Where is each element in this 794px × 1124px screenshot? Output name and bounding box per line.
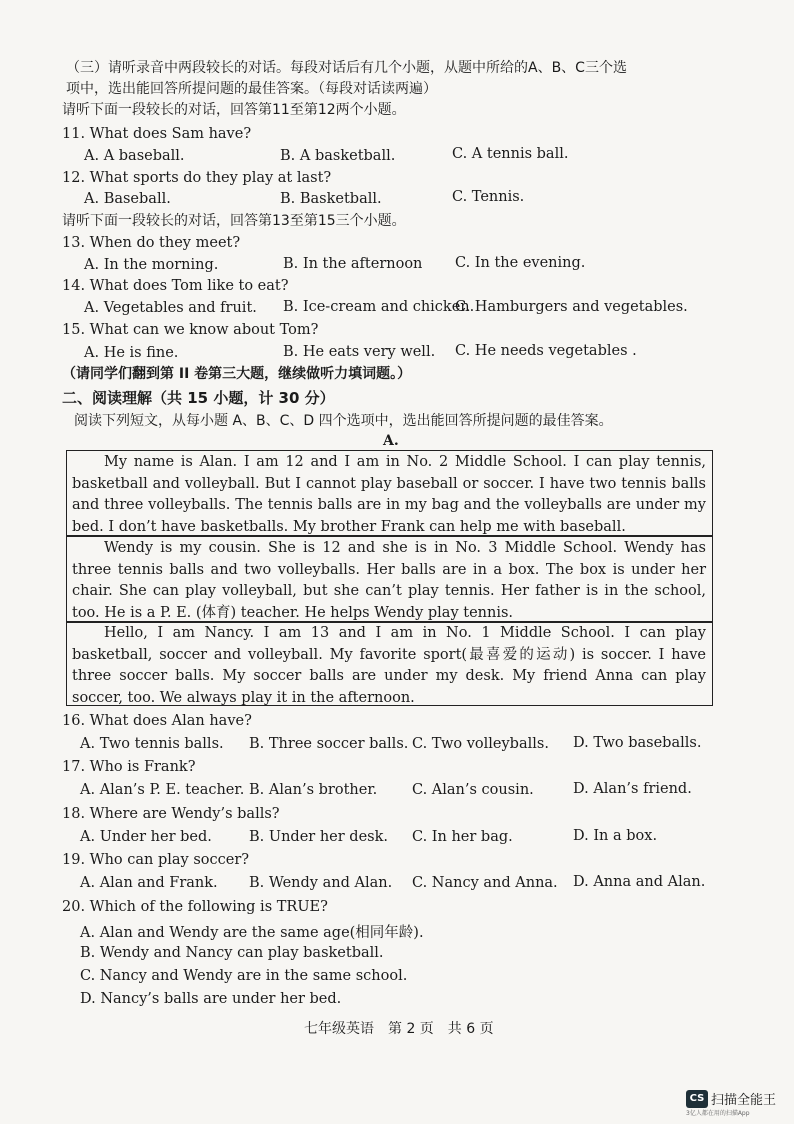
question-11: 11. What does Sam have? <box>62 126 252 142</box>
option-19d: D. Anna and Alan. <box>573 874 706 890</box>
option-13c: C. In the evening. <box>455 255 586 271</box>
question-19: 19. Who can play soccer? <box>62 852 250 868</box>
option-16b: B. Three soccer balls. <box>249 736 409 752</box>
option-15a: A. He is fine. <box>84 345 179 361</box>
passage-paragraph-wendy: Wendy is my cousin. She is 12 and she is in No. 3 Middle School. Wendy has three tennis balls and two volleyballs. Her balls are in a box. The box is under her chair. She can play volleyball, but she can’t play tennis. Her father is in the school, too. He is a P. E. (体育) teacher. He helps Wendy play tennis. <box>72 540 706 621</box>
question-15: 15. What can we know about Tom? <box>62 322 319 338</box>
page-footer: 七年级英语 第 2 页 共 6 页 <box>304 1021 494 1037</box>
option-12c: C. Tennis. <box>452 189 525 205</box>
question-17: 17. Who is Frank? <box>62 759 196 775</box>
turn-page-note: （请同学们翻到第 II 卷第三大题，继续做听力填词题。） <box>62 366 412 382</box>
option-14c: C. Hamburgers and vegetables. <box>455 299 688 315</box>
scanner-tagline: 3亿人都在用的扫描App <box>686 1110 750 1117</box>
option-16a: A. Two tennis balls. <box>80 736 224 752</box>
passage-paragraph-nancy: Hello, I am Nancy. I am 13 and I am in No. 1 Middle School. I can play basketball, soccer and volleyball. My favorite sport(最喜爱的运动) is soccer. I have three soccer balls. My soccer balls are under my desk. My friend Anna can play soccer, too. We always play it in the afternoon. <box>72 625 706 706</box>
option-19c: C. Nancy and Anna. <box>412 875 558 891</box>
scanner-logo <box>686 1088 776 1108</box>
question-16: 16. What does Alan have? <box>62 713 252 729</box>
scanner-badge-icon: CS <box>686 1090 708 1108</box>
passage-paragraph-alan: My name is Alan. I am 12 and I am in No. 2 Middle School. I can play tennis, basketball and volleyball. But I cannot play baseball or soccer. I have two tennis balls and three volleyballs. The tennis balls are in my bag and the volleyballs are under my bed. I don’t have basketballs. My brother Frank can help me with baseball. <box>72 454 706 535</box>
option-18a: A. Under her bed. <box>80 829 212 845</box>
question-12: 12. What sports do they play at last? <box>62 170 332 186</box>
option-17b: B. Alan’s brother. <box>249 782 378 798</box>
option-12b: B. Basketball. <box>280 191 382 207</box>
section-instruction-line1: （三）请听录音中两段较长的对话。每段对话后有几个小题，从题中所给的A、B、C三个选 <box>66 60 627 76</box>
option-17c: C. Alan’s cousin. <box>412 782 534 798</box>
option-20d: D. Nancy’s balls are under her bed. <box>80 991 342 1007</box>
passage-label: A. <box>383 433 399 449</box>
option-14a: A. Vegetables and fruit. <box>84 300 257 316</box>
option-12a: A. Baseball. <box>84 191 171 207</box>
question-13: 13. When do they meet? <box>62 235 241 251</box>
option-13a: A. In the morning. <box>84 257 219 273</box>
question-18: 18. Where are Wendy’s balls? <box>62 806 280 822</box>
option-20b: B. Wendy and Nancy can play basketball. <box>80 945 384 961</box>
section-instruction-line2: 项中，选出能回答所提问题的最佳答案。（每段对话读两遍） <box>66 81 437 97</box>
reading-heading: 二、阅读理解（共 15 小题，计 30 分） <box>62 389 335 407</box>
question-14: 14. What does Tom like to eat? <box>62 278 289 294</box>
option-20a: A. Alan and Wendy are the same age(相同年龄). <box>80 925 424 941</box>
option-11b: B. A basketball. <box>280 148 396 164</box>
option-11c: C. A tennis ball. <box>452 146 569 162</box>
reading-instruction: 阅读下列短文，从每小题 A、B、C、D 四个选项中，选出能回答所提问题的最佳答案。 <box>74 413 613 429</box>
option-17d: D. Alan’s friend. <box>573 781 692 797</box>
dialog-intro-1: 请听下面一段较长的对话，回答第11至第12两个小题。 <box>62 102 406 118</box>
scanner-app-name: 扫描全能王 <box>711 1093 777 1108</box>
option-18b: B. Under her desk. <box>249 829 388 845</box>
option-19b: B. Wendy and Alan. <box>249 875 393 891</box>
question-20: 20. Which of the following is TRUE? <box>62 899 328 915</box>
option-11a: A. A baseball. <box>84 148 185 164</box>
dialog-intro-2: 请听下面一段较长的对话，回答第13至第15三个小题。 <box>62 213 406 229</box>
option-15c: C. He needs vegetables . <box>455 343 637 359</box>
option-13b: B. In the afternoon <box>283 256 423 272</box>
option-20c: C. Nancy and Wendy are in the same school. <box>80 968 408 984</box>
option-15b: B. He eats very well. <box>283 344 436 360</box>
option-16c: C. Two volleyballs. <box>412 736 549 752</box>
option-17a: A. Alan’s P. E. teacher. <box>80 782 245 798</box>
option-18d: D. In a box. <box>573 828 658 844</box>
option-19a: A. Alan and Frank. <box>80 875 218 891</box>
option-16d: D. Two baseballs. <box>573 735 702 751</box>
option-18c: C. In her bag. <box>412 829 513 845</box>
option-14b: B. Ice-cream and chicken. <box>283 299 475 315</box>
